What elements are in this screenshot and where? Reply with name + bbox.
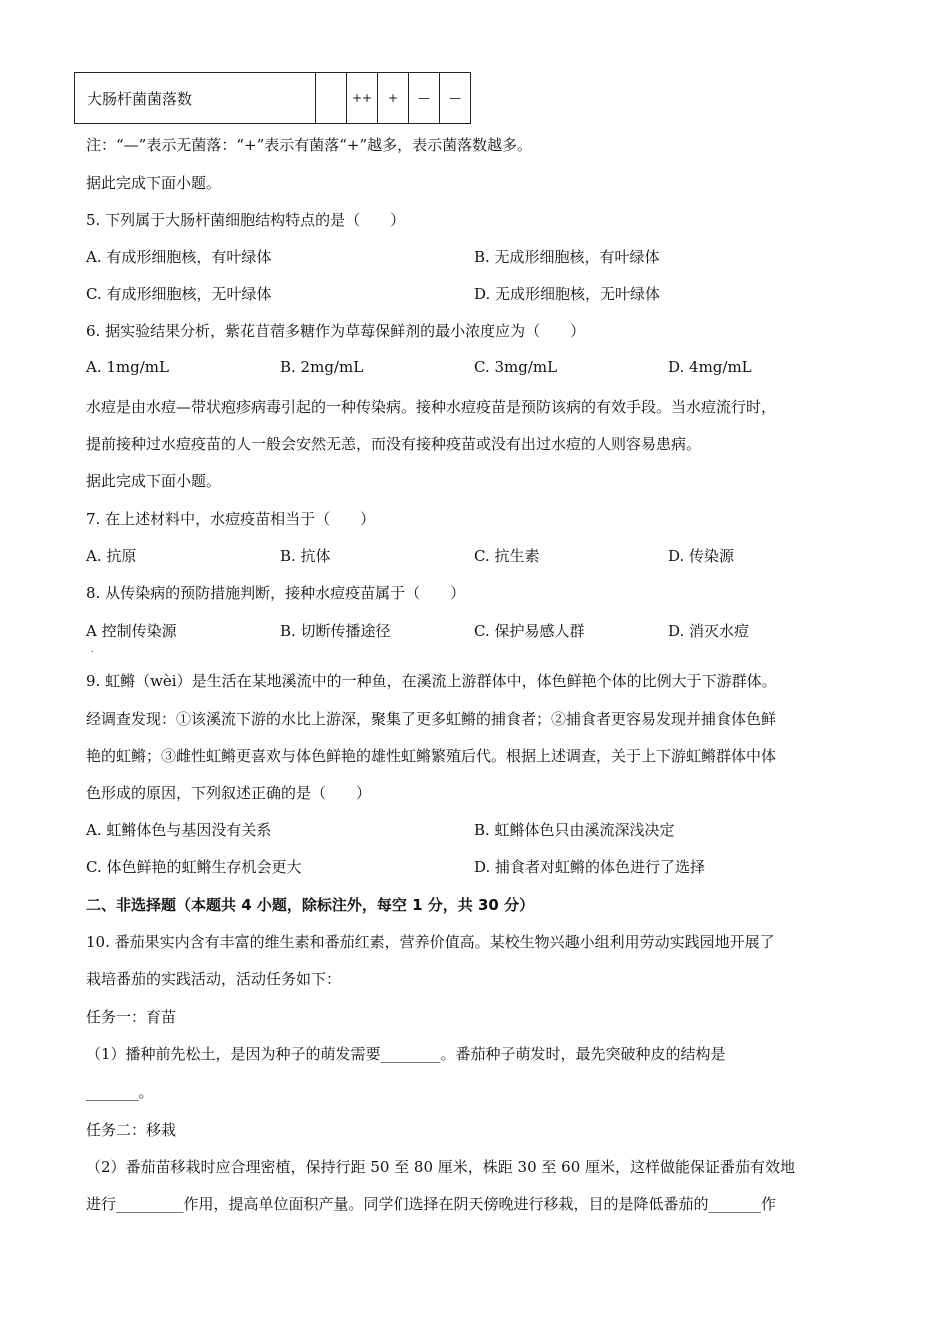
question-10-line: 栽培番茄的实践活动，活动任务如下： [86,970,342,988]
question-7-stem: 7. 在上述材料中，水痘疫苗相当于（ ） [86,510,376,528]
bacteria-colony-table [74,72,471,124]
section-heading: 二、非选择题（本题共 4 小题，除标注外，每空 1 分，共 30 分） [86,896,535,914]
q7-option-a: A. 抗原 [86,547,137,565]
q9-option-b: B. 虹鳉体色只由溪流深浅决定 [474,821,675,839]
q9-option-a: A. 虹鳉体色与基因没有关系 [86,821,272,839]
task-heading: 任务一：育苗 [86,1008,177,1026]
q5-option-c: C. 有成形细胞核，无叶绿体 [86,285,272,303]
question-8-stem: 8. 从传染病的预防措施判断，接种水痘疫苗属于（ ） [86,584,466,602]
q6-option-c: C. 3mg/mL [474,358,558,376]
question-10-part-1: _______。 [86,1083,154,1101]
q6-option-a: A. 1mg/mL [86,358,169,376]
question-9-line: 艳的虹鳉；③雌性虹鳉更喜欢与体色鲜艳的雄性虹鳉繁殖后代。根据上述调查，关于上下游虹鳉群体中体 [86,747,777,765]
table-row-label: 大肠杆菌菌落数 [75,73,316,124]
question-5-stem: 5. 下列属于大肠杆菌细胞结构特点的是（ ） [86,211,406,229]
table-row [75,73,471,124]
q5-option-d: D. 无成形细胞核，无叶绿体 [474,285,661,303]
q9-option-c: C. 体色鲜艳的虹鳉生存机会更大 [86,858,302,876]
table-cell [316,73,347,124]
q8-option-a: A 控制传染源 [86,622,177,640]
q8-option-c: C. 保护易感人群 [474,622,585,640]
q8-option-d: D. 消灭水痘 [668,622,750,640]
q6-option-b: B. 2mg/mL [280,358,364,376]
instruction: 据此完成下面小题。 [86,174,222,192]
table-cell: — [440,73,471,124]
question-6-stem: 6. 据实验结果分析，紫花苜蓿多糖作为草莓保鲜剂的最小浓度应为（ ） [86,322,586,340]
q7-option-b: B. 抗体 [280,547,331,565]
question-10-part-2: 进行_________作用，提高单位面积产量。同学们选择在阴天傍晚进行移栽，目的是降低番茄的_______作 [86,1195,777,1213]
q9-option-d: D. 捕食者对虹鳉的体色进行了选择 [474,858,706,876]
q6-option-d: D. 4mg/mL [668,358,752,376]
question-10-line: 10. 番茄果实内含有丰富的维生素和番茄红素，营养价值高。某校生物兴趣小组利用劳动实践园地开展了 [86,933,775,951]
table-note: 注：“—”表示无菌落：“+”表示有菌落“+”越多，表示菌落数越多。 [86,136,533,154]
q7-option-d: D. 传染源 [668,547,735,565]
question-9-line: 经调查发现：①该溪流下游的水比上游深，聚集了更多虹鳉的捕食者；②捕食者更容易发现并捕食体色鲜 [86,710,777,728]
passage-line: 水痘是由水痘—带状疱疹病毒引起的一种传染病。接种水痘疫苗是预防该病的有效手段。当水痘流行时， [86,398,777,416]
task-heading: 任务二：移栽 [86,1121,177,1139]
question-9-line: 色形成的原因，下列叙述正确的是（ ） [86,784,372,802]
question-9-line: 9. 虹鳉（wèi）是生活在某地溪流中的一种鱼，在溪流上游群体中，体色鲜艳个体的比例大于下游群体。 [86,672,777,690]
q7-option-c: C. 抗生素 [474,547,540,565]
q8-option-b: B. 切断传播途径 [280,622,391,640]
instruction: 据此完成下面小题。 [86,472,222,490]
table-cell: — [409,73,440,124]
q5-option-a: A. 有成形细胞核，有叶绿体 [86,248,272,266]
table-cell: ++ [347,73,378,124]
question-10-part-2: （2）番茄苗移栽时应合理密植，保持行距 50 至 80 厘米，株距 30 至 60 厘米，这样做能保证番茄有效地 [86,1158,796,1176]
question-10-part-1: （1）播种前先松土，是因为种子的萌发需要________。番茄种子萌发时，最先突破种皮的结构是 [86,1045,726,1063]
q5-option-b: B. 无成形细胞核，有叶绿体 [474,248,660,266]
table-cell: + [378,73,409,124]
passage-line: 提前接种过水痘疫苗的人一般会安然无恙，而没有接种疫苗或没有出过水痘的人则容易患病。 [86,435,702,453]
stray-dot: . [91,645,94,654]
